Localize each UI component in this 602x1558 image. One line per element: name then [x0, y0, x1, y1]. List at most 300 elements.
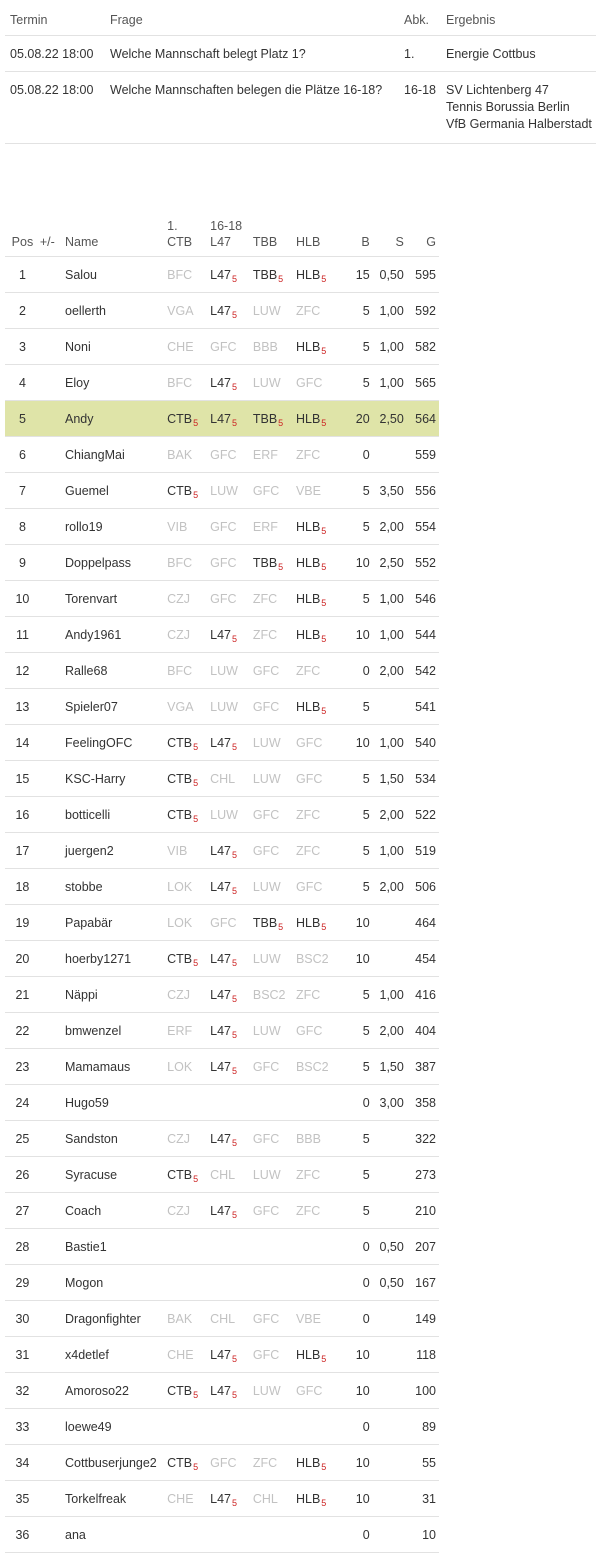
player-name: Noni: [65, 329, 167, 365]
tip-team: ZFC: [252, 1455, 278, 1470]
score-s: 2,00: [370, 797, 404, 833]
tip-cell: [210, 329, 253, 365]
score-s: [370, 689, 404, 725]
tip-team: CZJ: [167, 591, 191, 606]
tip-team: GFC: [210, 447, 237, 462]
tip-cell: [296, 725, 339, 761]
score-s: 1,00: [370, 977, 404, 1013]
tip-cell: [167, 1085, 210, 1121]
tip-team: LOK: [167, 879, 193, 894]
player-name: Ralle68: [65, 653, 167, 689]
player-name: Spieler07: [65, 689, 167, 725]
tip-cell: [210, 1121, 253, 1157]
score-s: 0,50: [370, 1265, 404, 1301]
tip-cell: [296, 689, 339, 725]
player-name: Papabär: [65, 905, 167, 941]
tip-cell: [210, 617, 253, 653]
tip-team: CHE: [167, 339, 194, 354]
tip-team: CTB: [167, 483, 193, 498]
tip-team: CHL: [210, 771, 236, 786]
plus-minus-cell: [40, 581, 65, 617]
tip-cell: [296, 1409, 339, 1445]
tip-cell: [167, 293, 210, 329]
plus-minus-cell: [40, 473, 65, 509]
position-cell: 35: [5, 1481, 40, 1517]
bonus-points: 5: [339, 581, 370, 617]
table-row: [5, 797, 439, 833]
tip-cell: [210, 1229, 253, 1265]
bonus-points: 20: [339, 401, 370, 437]
bonus-points: 5: [339, 473, 370, 509]
plus-minus-cell: [40, 1445, 65, 1481]
tip-cell: [167, 725, 210, 761]
tip-team: CTB: [167, 951, 193, 966]
plus-minus-cell: [40, 1517, 65, 1553]
total-points: 31: [404, 1481, 439, 1517]
position-cell: 17: [5, 833, 40, 869]
position-cell: 23: [5, 1049, 40, 1085]
tip-cell: [210, 1373, 253, 1409]
player-name: Torkelfreak: [65, 1481, 167, 1517]
tip-cell: [210, 1337, 253, 1373]
plus-minus-cell: [40, 437, 65, 473]
tip-cell: [296, 1481, 339, 1517]
bonus-points: 10: [339, 1337, 370, 1373]
tip-team: L47: [210, 1059, 231, 1074]
tip-cell: [210, 437, 253, 473]
bonus-points: 15: [339, 257, 370, 293]
position-cell: 14: [5, 725, 40, 761]
tip-cell: [210, 869, 253, 905]
tip-team: ZFC: [252, 591, 278, 606]
tip-team: LUW: [210, 807, 238, 822]
total-points: 556: [404, 473, 439, 509]
tip-cell: [253, 1301, 296, 1337]
score-s: [370, 1193, 404, 1229]
ranking-body: [5, 257, 439, 1553]
question-ergebnis: [441, 36, 596, 72]
tip-cell: [253, 401, 296, 437]
tip-cell: [253, 797, 296, 833]
col-header-frage: Frage: [105, 5, 399, 36]
tip-team: BAK: [167, 1311, 193, 1326]
plus-minus-cell: [40, 293, 65, 329]
table-row: [5, 1373, 439, 1409]
position-cell: 21: [5, 977, 40, 1013]
tip-points: 5: [321, 597, 327, 608]
table-row: [5, 473, 439, 509]
questions-table: [5, 5, 596, 144]
score-s: 2,00: [370, 869, 404, 905]
total-points: 522: [404, 797, 439, 833]
position-cell: 8: [5, 509, 40, 545]
position-cell: 15: [5, 761, 40, 797]
col-header-name: Name: [65, 210, 167, 257]
table-row: [5, 329, 439, 365]
tip-cell: [296, 1085, 339, 1121]
position-cell: 27: [5, 1193, 40, 1229]
total-points: 544: [404, 617, 439, 653]
tip-cell: [167, 797, 210, 833]
tip-cell: [210, 365, 253, 401]
position-cell: 36: [5, 1517, 40, 1553]
plus-minus-cell: [40, 509, 65, 545]
position-cell: 30: [5, 1301, 40, 1337]
tip-team: GFC: [252, 1347, 280, 1362]
total-points: 541: [404, 689, 439, 725]
score-s: 2,00: [370, 1013, 404, 1049]
position-cell: 1: [5, 257, 40, 293]
tip-team: HLB: [295, 1347, 321, 1362]
plus-minus-cell: [40, 1013, 65, 1049]
position-cell: 4: [5, 365, 40, 401]
plus-minus-cell: [40, 797, 65, 833]
tip-team: LUW: [210, 699, 238, 714]
tip-cell: [210, 725, 253, 761]
table-row: [5, 1301, 439, 1337]
plus-minus-cell: [40, 617, 65, 653]
total-points: 582: [404, 329, 439, 365]
tip-team: L47: [210, 1347, 231, 1362]
player-name: Näppi: [65, 977, 167, 1013]
tip-cell: [296, 1193, 339, 1229]
tip-team: LOK: [167, 915, 193, 930]
tip-cell: [253, 581, 296, 617]
tip-cell: [296, 1121, 339, 1157]
tip-team: CHL: [210, 1311, 236, 1326]
tip-points: 5: [278, 417, 284, 428]
tip-team: VGA: [167, 303, 194, 318]
total-points: 387: [404, 1049, 439, 1085]
bonus-points: 5: [339, 833, 370, 869]
tip-cell: [296, 509, 339, 545]
bonus-points: 5: [339, 797, 370, 833]
position-cell: 28: [5, 1229, 40, 1265]
plus-minus-cell: [40, 1481, 65, 1517]
bonus-points: 5: [339, 329, 370, 365]
tip-points: 5: [193, 777, 199, 788]
tip-team: L47: [210, 627, 231, 642]
score-s: [370, 1121, 404, 1157]
tip-points: 5: [193, 1461, 199, 1472]
table-row: [5, 1481, 439, 1517]
tip-team: LUW: [252, 735, 281, 750]
ranking-table: [5, 210, 439, 1553]
tip-team: BFC: [167, 663, 193, 678]
plus-minus-cell: [40, 905, 65, 941]
plus-minus-cell: [40, 761, 65, 797]
position-cell: 12: [5, 653, 40, 689]
tip-team: CHE: [167, 1491, 194, 1506]
tip-team: GFC: [252, 1311, 280, 1326]
position-cell: 3: [5, 329, 40, 365]
total-points: 559: [404, 437, 439, 473]
question-termin: 05.08.22 18:00: [5, 72, 105, 144]
tip-cell: [296, 833, 339, 869]
position-cell: 2: [5, 293, 40, 329]
tip-points: 5: [231, 1353, 237, 1364]
score-s: [370, 1517, 404, 1553]
tip-points: 5: [231, 1389, 237, 1400]
tip-cell: [167, 1121, 210, 1157]
tip-cell: [210, 977, 253, 1013]
tip-points: 5: [321, 633, 327, 644]
player-name: Andy: [65, 401, 167, 437]
tip-cell: [210, 1517, 253, 1553]
tip-points: 5: [231, 1209, 237, 1220]
tip-cell: [167, 1517, 210, 1553]
tip-team: HLB: [295, 591, 321, 606]
tip-team: L47: [210, 1383, 231, 1398]
tip-points: 5: [321, 1461, 327, 1472]
plus-minus-cell: [40, 689, 65, 725]
tip-cell: [296, 437, 339, 473]
table-row: [5, 1337, 439, 1373]
tip-cell: [296, 1445, 339, 1481]
total-points: 416: [404, 977, 439, 1013]
tip-cell: [253, 1013, 296, 1049]
tip-points: 5: [193, 741, 199, 752]
tip-cell: [167, 1013, 210, 1049]
tip-cell: [296, 761, 339, 797]
tip-cell: [296, 869, 339, 905]
tip-team: L47: [210, 987, 231, 1002]
player-name: Andy1961: [65, 617, 167, 653]
tip-cell: [296, 977, 339, 1013]
tip-team: BSC2: [295, 1059, 329, 1074]
player-name: loewe49: [65, 1409, 167, 1445]
player-name: Eloy: [65, 365, 167, 401]
tip-cell: [296, 1049, 339, 1085]
table-row: [5, 833, 439, 869]
tip-team: CTB: [167, 411, 193, 426]
plus-minus-cell: [40, 365, 65, 401]
score-s: [370, 1157, 404, 1193]
player-name: stobbe: [65, 869, 167, 905]
question-ergebnis: [441, 72, 596, 144]
tip-cell: [253, 653, 296, 689]
tip-cell: [296, 1157, 339, 1193]
score-s: [370, 1337, 404, 1373]
tip-points: 5: [278, 273, 284, 284]
tip-cell: [253, 1481, 296, 1517]
tip-team: ZFC: [295, 663, 321, 678]
tip-cell: [253, 1373, 296, 1409]
score-s: 2,50: [370, 545, 404, 581]
table-row: [5, 401, 439, 437]
tip-team: CTB: [167, 1455, 193, 1470]
tip-team: CHE: [167, 1347, 194, 1362]
tip-team: L47: [210, 1491, 231, 1506]
tip-team: LUW: [252, 771, 281, 786]
player-name: Hugo59: [65, 1085, 167, 1121]
bonus-points: 0: [339, 437, 370, 473]
tip-points: 5: [321, 1353, 327, 1364]
tip-cell: [253, 1157, 296, 1193]
bonus-points: 5: [339, 365, 370, 401]
bonus-points: 5: [339, 869, 370, 905]
score-s: 1,50: [370, 761, 404, 797]
table-row: [5, 1121, 439, 1157]
player-name: Syracuse: [65, 1157, 167, 1193]
bonus-points: 10: [339, 725, 370, 761]
tip-cell: [296, 293, 339, 329]
question-frage: Welche Mannschaften belegen die Plätze 16-18?: [105, 72, 399, 144]
table-row: [5, 437, 439, 473]
position-cell: 31: [5, 1337, 40, 1373]
table-row: [5, 761, 439, 797]
table-row: [5, 977, 439, 1013]
tip-team: TBB: [252, 915, 278, 930]
tip-cell: [253, 725, 296, 761]
tip-cell: [210, 473, 253, 509]
tip-team: CHL: [210, 1167, 236, 1182]
tip-cell: [253, 329, 296, 365]
tip-cell: [210, 833, 253, 869]
col-header-ergebnis: Ergebnis: [441, 5, 596, 36]
player-name: x4detlef: [65, 1337, 167, 1373]
score-s: [370, 1481, 404, 1517]
tip-team: ZFC: [295, 303, 321, 318]
total-points: 55: [404, 1445, 439, 1481]
tip-team: HLB: [295, 519, 321, 534]
tip-team: LUW: [252, 303, 281, 318]
tip-team: TBB: [252, 411, 278, 426]
table-row: [5, 1013, 439, 1049]
score-s: [370, 941, 404, 977]
player-name: Salou: [65, 257, 167, 293]
tip-points: 5: [231, 1497, 237, 1508]
tip-team: CTB: [167, 1383, 193, 1398]
tip-team: L47: [210, 1023, 231, 1038]
score-s: 2,00: [370, 509, 404, 545]
ergebnis-line: SV Lichtenberg 47: [446, 83, 549, 97]
total-points: 534: [404, 761, 439, 797]
player-name: botticelli: [65, 797, 167, 833]
plus-minus-cell: [40, 1157, 65, 1193]
tip-cell: [253, 977, 296, 1013]
score-s: 1,00: [370, 329, 404, 365]
bonus-points: 10: [339, 941, 370, 977]
tip-team: L47: [210, 951, 231, 966]
total-points: 207: [404, 1229, 439, 1265]
player-name: hoerby1271: [65, 941, 167, 977]
tip-points: 5: [193, 957, 199, 968]
bonus-points: 10: [339, 1481, 370, 1517]
col-header-tip-4: HLB: [296, 210, 339, 257]
tip-team: LUW: [252, 951, 281, 966]
bonus-points: 0: [339, 1085, 370, 1121]
plus-minus-cell: [40, 833, 65, 869]
table-row: [5, 1445, 439, 1481]
tip-cell: [253, 293, 296, 329]
score-s: 1,00: [370, 833, 404, 869]
tip-team: L47: [210, 303, 231, 318]
player-name: Sandston: [65, 1121, 167, 1157]
score-s: 3,50: [370, 473, 404, 509]
col-header-g: G: [404, 210, 439, 257]
tip-cell: [167, 257, 210, 293]
bonus-points: 5: [339, 1121, 370, 1157]
col-header-tip-2-question: 16-18: [210, 219, 243, 233]
tip-points: 5: [231, 993, 237, 1004]
tip-team: GFC: [210, 519, 237, 534]
total-points: 552: [404, 545, 439, 581]
tip-points: 5: [193, 489, 199, 500]
tip-team: ZFC: [252, 627, 278, 642]
tip-team: GFC: [252, 843, 280, 858]
tip-cell: [210, 1157, 253, 1193]
player-name: Mamamaus: [65, 1049, 167, 1085]
tip-team: GFC: [252, 483, 280, 498]
tip-cell: [296, 401, 339, 437]
bonus-points: 10: [339, 1373, 370, 1409]
tip-team: L47: [210, 1203, 231, 1218]
col-header-termin: Termin: [5, 5, 105, 36]
tip-team: GFC: [252, 699, 280, 714]
tip-points: 5: [231, 1137, 237, 1148]
score-s: [370, 1301, 404, 1337]
tip-team: HLB: [295, 699, 321, 714]
bonus-points: 5: [339, 293, 370, 329]
tip-points: 5: [193, 813, 199, 824]
tip-cell: [210, 1445, 253, 1481]
tip-team: HLB: [295, 1491, 321, 1506]
table-row: [5, 545, 439, 581]
player-name: bmwenzel: [65, 1013, 167, 1049]
plus-minus-cell: [40, 941, 65, 977]
bonus-points: 5: [339, 1157, 370, 1193]
bonus-points: 0: [339, 1409, 370, 1445]
ergebnis-line: Energie Cottbus: [446, 46, 536, 61]
tip-team: CTB: [167, 735, 193, 750]
tip-cell: [167, 1409, 210, 1445]
position-cell: 13: [5, 689, 40, 725]
position-cell: 33: [5, 1409, 40, 1445]
tip-cell: [296, 1517, 339, 1553]
score-s: [370, 1445, 404, 1481]
table-row: [5, 509, 439, 545]
tip-points: 5: [321, 705, 327, 716]
tip-cell: [167, 689, 210, 725]
tip-team: CTB: [167, 807, 193, 822]
tip-cell: [167, 977, 210, 1013]
tip-cell: [253, 257, 296, 293]
tip-points: 5: [278, 921, 284, 932]
player-name: ChiangMai: [65, 437, 167, 473]
tip-team: BSC2: [252, 987, 286, 1002]
score-s: 1,00: [370, 365, 404, 401]
tip-team: GFC: [295, 735, 323, 750]
bonus-points: 0: [339, 653, 370, 689]
tip-team: HLB: [295, 1455, 321, 1470]
position-cell: 6: [5, 437, 40, 473]
question-row: [5, 36, 596, 72]
table-row: [5, 1265, 439, 1301]
bonus-points: 5: [339, 1013, 370, 1049]
bonus-points: 0: [339, 1265, 370, 1301]
tip-cell: [253, 1445, 296, 1481]
tip-team: CTB: [167, 771, 193, 786]
tip-cell: [253, 1337, 296, 1373]
total-points: 519: [404, 833, 439, 869]
total-points: 564: [404, 401, 439, 437]
tip-team: BBB: [295, 1131, 321, 1146]
table-row: [5, 1049, 439, 1085]
bonus-points: 5: [339, 1049, 370, 1085]
tip-team: ZFC: [295, 987, 321, 1002]
position-cell: 7: [5, 473, 40, 509]
